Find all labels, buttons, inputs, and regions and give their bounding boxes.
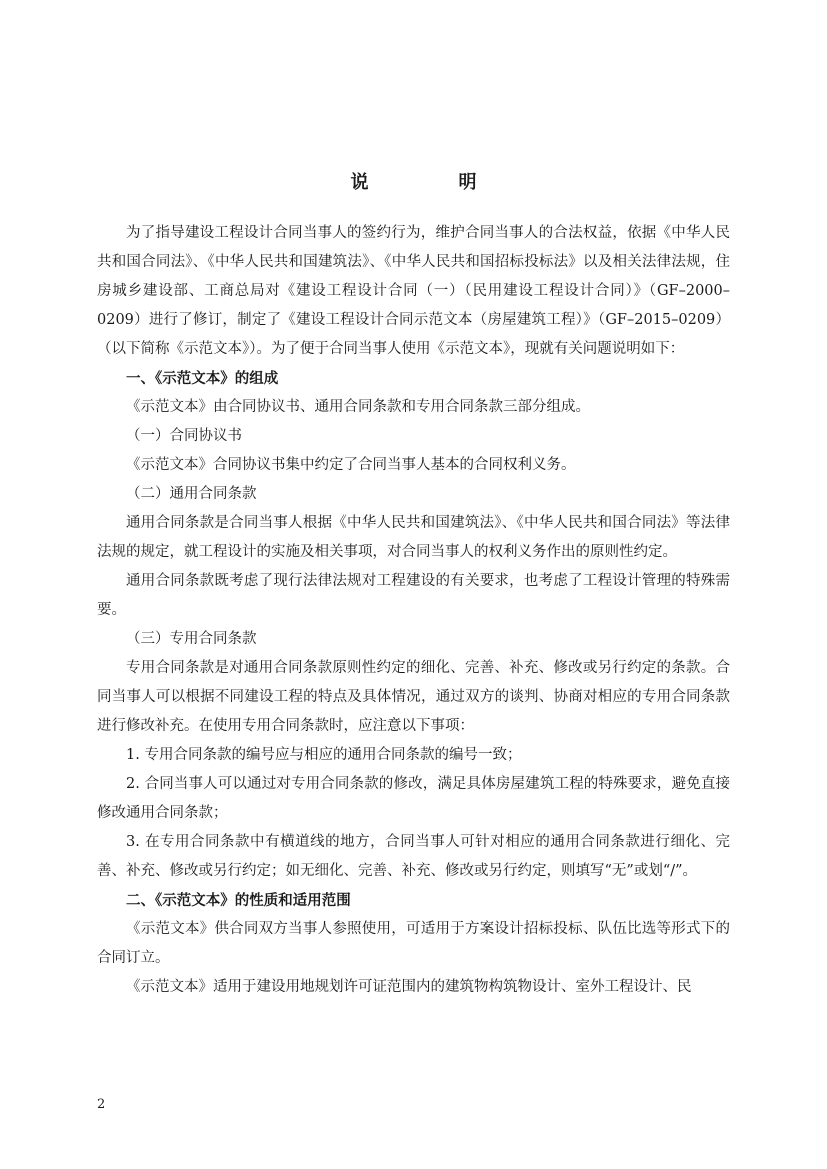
scope-paragraph: 《示范文本》适用于建设用地规划许可证范围内的建筑物构筑物设计、室外工程设计、民 [126, 979, 692, 995]
subsection-heading-special-terms: （三）专用合同条款 [126, 631, 257, 647]
document-body [97, 219, 730, 1002]
page-title: 说 明 [350, 172, 513, 193]
agreement-paragraph: 《示范文本》合同协议书集中约定了合同当事人基本的合同权利义务。 [126, 457, 576, 473]
special-terms-item-3: 3. 在专用合同条款中有横道线的地方，合同当事人可针对相应的通用合同条款进行细化、完善、补充、修改或另行约定；如无细化、完善、补充、修改或另行约定，则填写“无”或划“/”。 [97, 834, 730, 879]
page-number: 2 [97, 1097, 106, 1112]
section-heading-composition: 一、《示范文本》的组成 [126, 370, 279, 387]
section-heading-nature-scope: 二、《示范文本》的性质和适用范围 [126, 892, 351, 909]
general-terms-paragraph-2: 通用合同条款既考虑了现行法律法规对工程建设的有关要求，也考虑了工程设计管理的特殊需要。 [97, 573, 730, 618]
subsection-heading-agreement: （一）合同协议书 [126, 428, 242, 444]
special-terms-paragraph: 专用合同条款是对通用合同条款原则性约定的细化、完善、补充、修改或另行约定的条款。合同当事人可以根据不同建设工程的特点及具体情况，通过双方的谈判、协商对相应的专用合同条款进行修改补充。在使用专用合同条款时，应注意以下事项： [97, 660, 730, 734]
nature-paragraph: 《示范文本》供合同双方当事人参照使用，可适用于方案设计招标投标、队伍比选等形式下的合同订立。 [97, 921, 730, 966]
subsection-heading-general-terms: （二）通用合同条款 [126, 486, 257, 502]
special-terms-item-1: 1. 专用合同条款的编号应与相应的通用合同条款的编号一致； [126, 747, 522, 763]
composition-paragraph: 《示范文本》由合同协议书、通用合同条款和专用合同条款三部分组成。 [126, 399, 590, 415]
intro-paragraph: 为了指导建设工程设计合同当事人的签约行为，维护合同当事人的合法权益，依据《中华人民共和国合同法》、《中华人民共和国建筑法》、《中华人民共和国招标投标法》以及相关法律法规，住房城乡建设部、工商总局对《建设工程设计合同（一）（民用建设工程设计合同）》（GF–2000–0209）进行了修订，制定了《建设工程设计合同示范文本（房屋建筑工程）》（GF–2015–0209）（以下简称《示范文本》）。为了便于合同当事人使用《示范文本》，现就有关问题说明如下： [97, 225, 730, 357]
special-terms-item-2: 2. 合同当事人可以通过对专用合同条款的修改，满足具体房屋建筑工程的特殊要求，避免直接修改通用合同条款； [97, 776, 730, 821]
general-terms-paragraph-1: 通用合同条款是合同当事人根据《中华人民共和国建筑法》、《中华人民共和国合同法》等法律法规的规定，就工程设计的实施及相关事项，对合同当事人的权利义务作出的原则性约定。 [97, 515, 730, 560]
